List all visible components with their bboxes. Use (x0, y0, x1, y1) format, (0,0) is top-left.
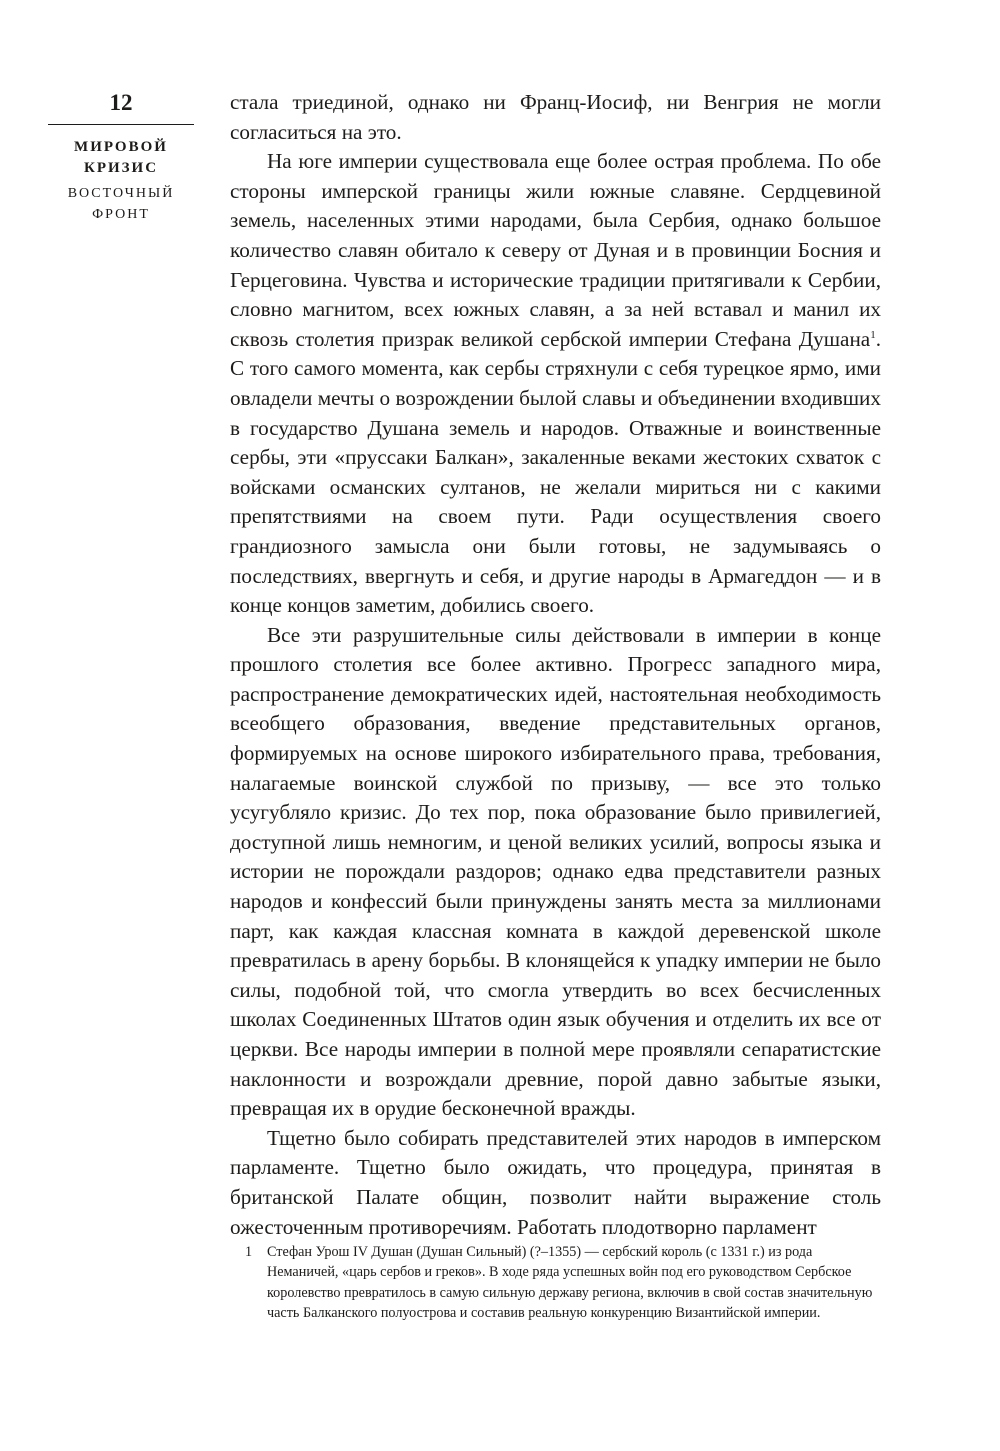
paragraph: Тщетно было собирать представителей этих народов в имперском парламенте. Тщетно было ожидать, что процедура, принятая в британской Палате общин, позволит найти выражение столь ожесточенным противоречиям. Работать плодотворно парламент (230, 1125, 881, 1239)
subsection-title-line: ВОСТОЧНЫЙ (67, 186, 175, 201)
paragraph (230, 147, 881, 621)
paragraph-text: На юге империи существовала еще более острая проблема. По обе стороны имперской границы жили южные славяне. Сердцевиной земель, населенных этими народами, была Сербия, однако большое количество славян обитало к северу от Дуная и в провинции Босния и Герцеговина. Чувства и исторические традиции притягивали к Сербии, словно магнитом, всех южных славян, а за ней вставал и манил их сквозь столетия призрак великой сербской империи Стефана Душана (230, 149, 881, 351)
subsection-title (48, 183, 194, 225)
paragraph: стала триединой, однако ни Франц-Иосиф, ни Венгрия не могли согласиться на это. (230, 90, 881, 144)
footnote-text: Стефан Урош IV Душан (Душан Сильный) (?–1355) — сербский король (с 1331 г.) из рода Неманичей, «царь сербов и греков». В ходе ряда успешных войн под его руководством Сербское королевство превратилось в самую сильную державу региона, включив в свой состав значительную часть Балканского полуострова и составив реальную конкуренцию Византийской империи. (267, 1244, 873, 1322)
section-title-line: КРИЗИС (83, 160, 159, 176)
running-header (48, 88, 194, 225)
footnote-reference[interactable]: 1 (870, 328, 876, 341)
footnote (230, 1242, 881, 1324)
body-text (230, 88, 881, 1242)
paragraph-text: . С того самого момента, как сербы стряхнули с себя турецкое ярмо, ими овладели мечты о возрождении былой славы и объединении входивших в государство Душана земель и народов. Отважные и воинственные сербы, эти «пруссаки Балкан», закаленные веками жестоких схваток с войсками османских султанов, не желали мириться ни с какими препятствиями на своем пути. Ради осуществления своего грандиозного замысла они были готовы, не задумываясь о последствиях, ввергнуть и себя, и другие народы в Армагеддон — и в конце концов заметим, добились своего. (230, 326, 881, 618)
footnotes (230, 1242, 881, 1324)
footnote-number: 1 (244, 1244, 253, 1260)
subsection-title-line: ФРОНТ (92, 207, 150, 222)
section-title (48, 137, 194, 179)
section-title-line: МИРОВОЙ (74, 139, 168, 155)
page-number: 12 (48, 88, 194, 125)
paragraph: Все эти разрушительные силы действовали в империи в конце прошлого столетия все более активно. Прогресс западного мира, распространение демократических идей, настоятельная необходимость всеобщего образования, введение представительных органов, формируемых на основе широкого избирательного права, требования, налагаемые воинской службой по призыву, — все это только усугубляло кризис. До тех пор, пока образование было привилегией, доступной лишь немногим, и ценой великих усилий, вопросы языка и истории не порождали раздоров; однако едва представители разных народов и конфессий были принуждены занять места за миллионами парт, как каждая классная комната в каждой деревенской школе превратилась в арену борьбы. В клонящейся к упадку империи не было силы, подобной той, что смогла утвердить во всех бесчисленных школах Соединенных Штатов один язык обучения и отделить их все от церкви. Все народы империи в полной мере проявляли сепаратистские наклонности и возрождали древние, порой давно забытые языки, превращая их в орудие бесконечной вражды. (230, 622, 881, 1121)
